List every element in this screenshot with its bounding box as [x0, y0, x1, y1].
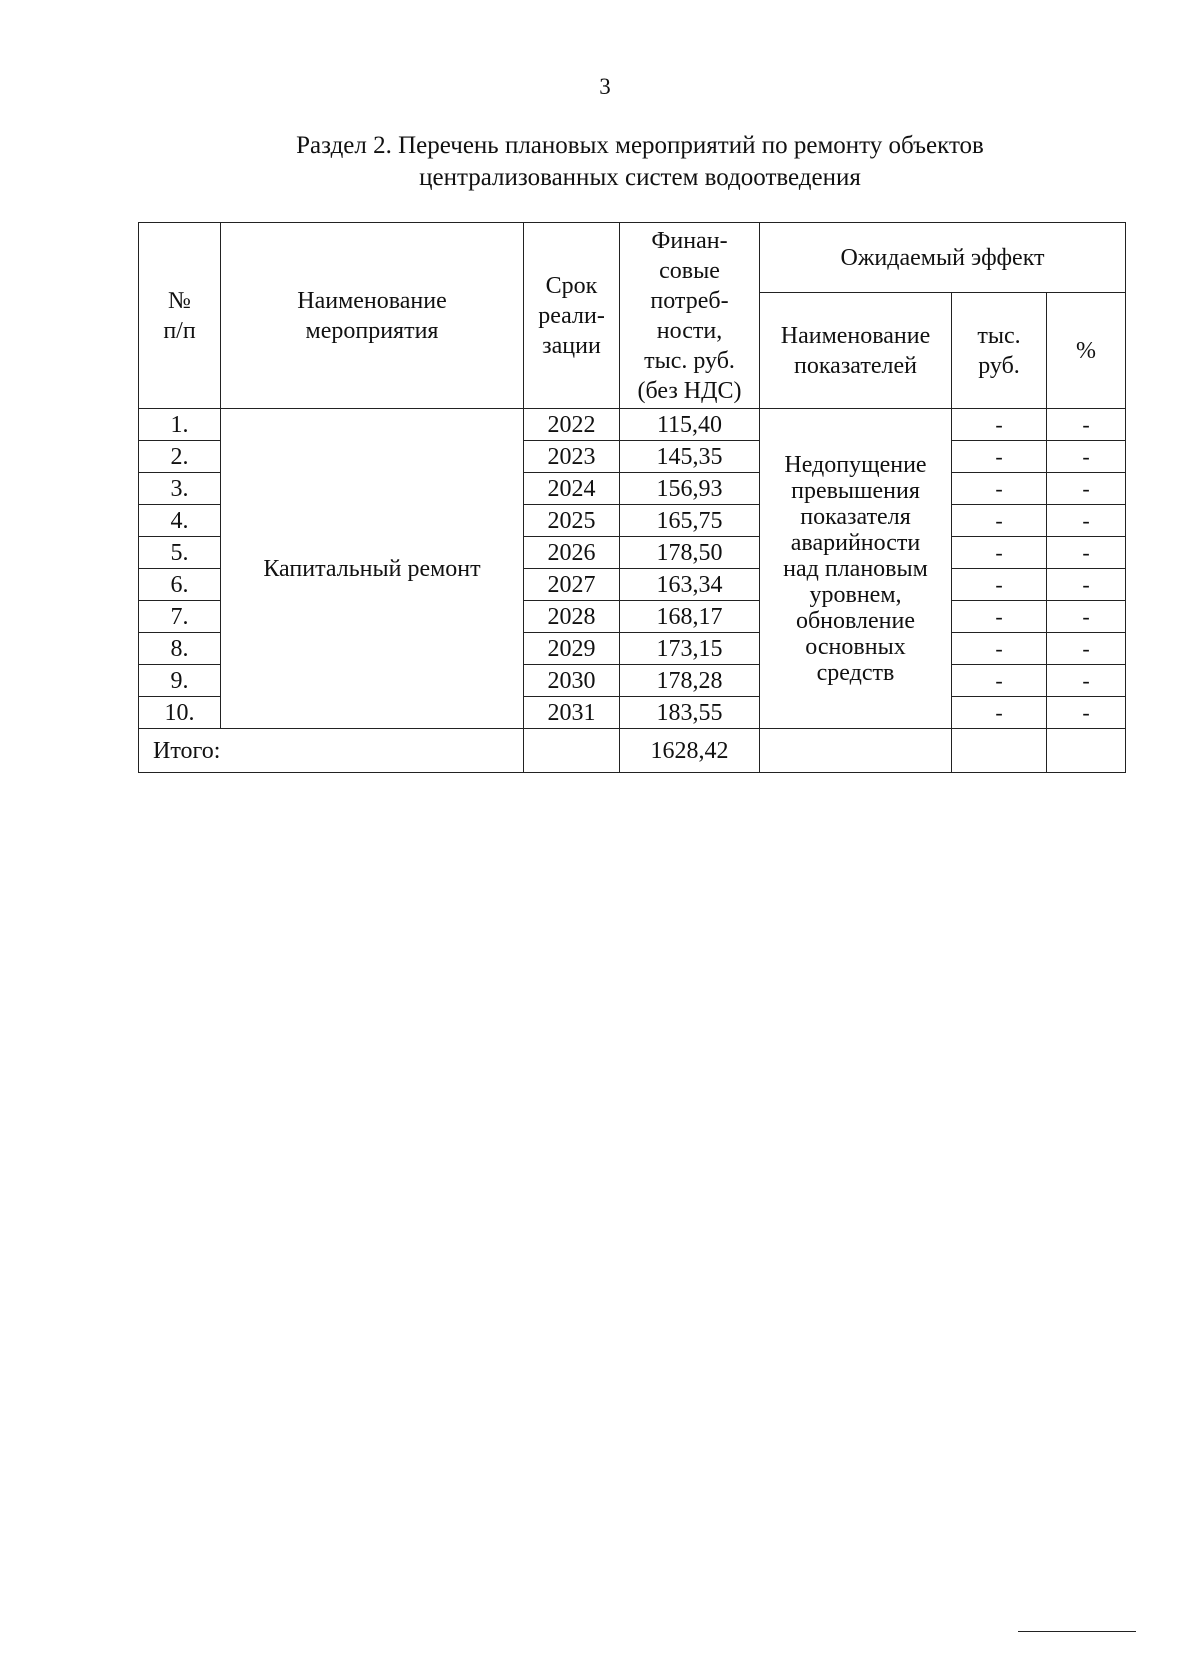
row-year: 2030 — [524, 665, 620, 697]
row-amount: 163,34 — [620, 569, 760, 601]
total-indicator-empty — [760, 729, 952, 773]
header-term-line: Срок — [545, 272, 598, 299]
row-amount: 156,93 — [620, 473, 760, 505]
expected-effect-line: превышения — [791, 477, 920, 504]
section-title — [220, 130, 1060, 194]
header-row-1 — [139, 223, 1126, 293]
header-finance-line: тыс. руб. — [644, 347, 735, 374]
row-number: 2. — [139, 441, 221, 473]
row-amount: 145,35 — [620, 441, 760, 473]
header-term-line: зации — [542, 332, 601, 359]
expected-effect-line: над плановым — [783, 555, 928, 582]
row-amount: 178,28 — [620, 665, 760, 697]
header-num-line: п/п — [163, 317, 196, 344]
row-year: 2026 — [524, 537, 620, 569]
expected-effect-line: аварийности — [790, 529, 921, 556]
row-number: 7. — [139, 601, 221, 633]
row-number: 6. — [139, 569, 221, 601]
header-finance-line: (без НДС) — [637, 377, 742, 404]
header-term — [524, 223, 620, 409]
activity-name: Капитальный ремонт — [221, 409, 524, 729]
row-percent: - — [1047, 697, 1126, 729]
row-amount: 115,40 — [620, 409, 760, 441]
header-indicator-name — [760, 293, 952, 409]
page-number: 3 — [599, 74, 611, 99]
row-percent: - — [1047, 633, 1126, 665]
total-thousand-rub-empty — [952, 729, 1047, 773]
row-thousand-rub: - — [952, 601, 1047, 633]
row-number: 9. — [139, 665, 221, 697]
row-year: 2022 — [524, 409, 620, 441]
row-year: 2031 — [524, 697, 620, 729]
row-year: 2024 — [524, 473, 620, 505]
header-finance-line: Финан- — [651, 227, 728, 254]
activities-table — [138, 222, 1126, 773]
row-year: 2027 — [524, 569, 620, 601]
row-thousand-rub: - — [952, 665, 1047, 697]
header-thousand-rub-line: тыс. — [977, 322, 1021, 349]
row-percent: - — [1047, 665, 1126, 697]
row-number: 5. — [139, 537, 221, 569]
header-finance — [620, 223, 760, 409]
row-year: 2029 — [524, 633, 620, 665]
row-thousand-rub: - — [952, 697, 1047, 729]
total-label: Итого: — [139, 729, 524, 773]
row-number: 8. — [139, 633, 221, 665]
row-amount: 183,55 — [620, 697, 760, 729]
row-percent: - — [1047, 409, 1126, 441]
row-amount: 168,17 — [620, 601, 760, 633]
total-percent-empty — [1047, 729, 1126, 773]
expected-effect-line: основных — [805, 633, 906, 660]
header-activity-line: Наименование — [297, 287, 447, 314]
header-finance-line: потреб- — [650, 287, 729, 314]
row-thousand-rub: - — [952, 473, 1047, 505]
table-row — [139, 409, 1126, 441]
row-thousand-rub: - — [952, 505, 1047, 537]
expected-effect-line: обновление — [795, 607, 916, 634]
footer-rule — [1018, 1631, 1136, 1632]
row-amount: 173,15 — [620, 633, 760, 665]
row-percent: - — [1047, 505, 1126, 537]
header-finance-line: ности, — [656, 317, 723, 344]
header-num — [139, 223, 221, 409]
expected-effect-line: показателя — [800, 503, 911, 530]
row-number: 4. — [139, 505, 221, 537]
row-percent: - — [1047, 537, 1126, 569]
row-amount: 178,50 — [620, 537, 760, 569]
header-activity-line: мероприятия — [305, 317, 439, 344]
header-num-line: № — [168, 287, 191, 314]
expected-effect-text — [760, 409, 952, 729]
header-percent: % — [1047, 293, 1126, 409]
total-row — [139, 729, 1126, 773]
row-amount: 165,75 — [620, 505, 760, 537]
row-year: 2023 — [524, 441, 620, 473]
row-percent: - — [1047, 441, 1126, 473]
row-thousand-rub: - — [952, 569, 1047, 601]
header-indicator-line: показателей — [794, 352, 917, 379]
row-percent: - — [1047, 601, 1126, 633]
expected-effect-line: Недопущение — [784, 451, 927, 478]
total-term-empty — [524, 729, 620, 773]
row-percent: - — [1047, 473, 1126, 505]
header-expected-effect: Ожидаемый эффект — [760, 223, 1126, 293]
row-thousand-rub: - — [952, 409, 1047, 441]
section-title-line-1: Раздел 2. Перечень плановых мероприятий по ремонту объектов — [296, 132, 984, 159]
row-year: 2025 — [524, 505, 620, 537]
row-percent: - — [1047, 569, 1126, 601]
row-thousand-rub: - — [952, 537, 1047, 569]
expected-effect-line: уровнем, — [809, 581, 902, 608]
header-thousand-rub-line: руб. — [978, 352, 1020, 379]
section-title-line-2: централизованных систем водоотведения — [419, 164, 861, 191]
header-thousand-rub — [952, 293, 1047, 409]
expected-effect-line: средств — [816, 659, 895, 686]
total-amount: 1628,42 — [620, 729, 760, 773]
row-thousand-rub: - — [952, 441, 1047, 473]
row-year: 2028 — [524, 601, 620, 633]
row-number: 1. — [139, 409, 221, 441]
row-thousand-rub: - — [952, 633, 1047, 665]
header-indicator-line: Наименование — [780, 322, 931, 349]
header-activity-name — [221, 223, 524, 409]
row-number: 10. — [139, 697, 221, 729]
header-term-line: реали- — [538, 302, 605, 329]
header-finance-line: совые — [659, 257, 720, 284]
row-number: 3. — [139, 473, 221, 505]
